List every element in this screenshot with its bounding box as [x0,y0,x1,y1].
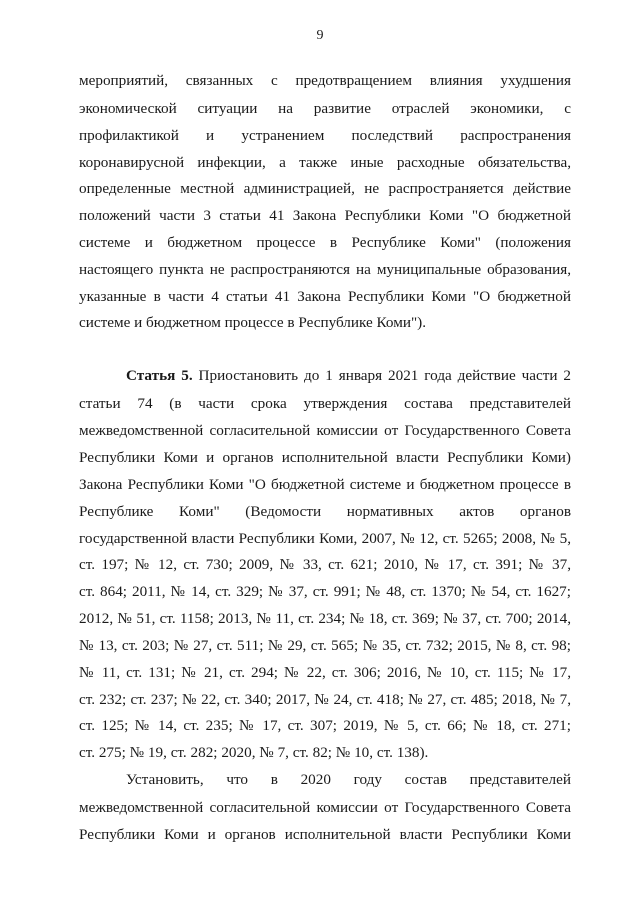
text-line: № 11, ст. 131; № 21, ст. 294; № 22, ст. 306; 2016, № 10, ст. 115; № 17, [79,664,571,681]
text-line: указанные в части 4 статьи 41 Закона Республики Коми "О бюджетной [79,288,571,305]
text-line: государственной власти Республики Коми, 2007, № 12, ст. 5265; 2008, № 5, [79,530,571,547]
text-line: положений части 3 статьи 41 Закона Республики Коми "О бюджетной [79,207,571,224]
text-line: настоящего пункта не распространяются на муниципальные образования, [79,261,571,278]
text-line: мероприятий, связанных с предотвращением влияния ухудшения [79,72,571,89]
text-line: определенные местной администрацией, не распространяется действие [79,180,571,197]
text-line: 2012, № 51, ст. 1158; 2013, № 11, ст. 234; № 18, ст. 369; № 37, ст. 700; 2014, [79,610,571,627]
text-line: экономической ситуации на развитие отраслей экономики, с [79,100,571,117]
text-line: № 13, ст. 203; № 27, ст. 511; № 29, ст. 565; № 35, ст. 732; 2015, № 8, ст. 98; [79,637,571,654]
text-line: статьи 74 (в части срока утверждения состава представителей [79,395,571,412]
text-line: ст. 232; ст. 237; № 22, ст. 340; 2017, № 24, ст. 418; № 27, ст. 485; 2018, № 7, [79,691,571,708]
page-number: 9 [316,28,324,43]
article-first-line-text: Приостановить до 1 января 2021 года действие части 2 [192,367,571,384]
text-line: Установить, что в 2020 году состав представителей [126,771,571,788]
text-line: Республики Коми и органов исполнительной власти Республики Коми [79,826,571,843]
text-line: ст. 275; № 19, ст. 282; 2020, № 7, ст. 82; № 10, ст. 138). [79,744,429,761]
article-first-line [126,367,571,385]
text-line: коронавирусной инфекции, а также иные расходные обязательства, [79,154,571,171]
text-line: ст. 864; 2011, № 14, ст. 329; № 37, ст. 991; № 48, ст. 1370; № 54, ст. 1627; [79,583,571,600]
text-line: ст. 197; № 12, ст. 730; 2009, № 33, ст. 621; 2010, № 17, ст. 391; № 37, [79,556,571,573]
article-heading: Статья 5. [126,367,193,384]
text-line: профилактикой и устранением последствий распространения [79,127,571,144]
text-line: межведомственной согласительной комиссии от Государственного Совета [79,799,571,816]
text-line: Республике Коми" (Ведомости нормативных актов органов [79,503,571,520]
text-line: Закона Республики Коми "О бюджетной системе и бюджетном процессе в [79,476,571,493]
text-line: ст. 125; № 14, ст. 235; № 17, ст. 307; 2019, № 5, ст. 66; № 18, ст. 271; [79,717,571,734]
text-line: системе и бюджетном процессе в Республике Коми" (положения [79,234,571,251]
text-line: Республики Коми и органов исполнительной власти Республики Коми) [79,449,571,466]
text-line: системе и бюджетном процессе в Республике Коми"). [79,314,427,331]
text-line: межведомственной согласительной комиссии от Государственного Совета [79,422,571,439]
